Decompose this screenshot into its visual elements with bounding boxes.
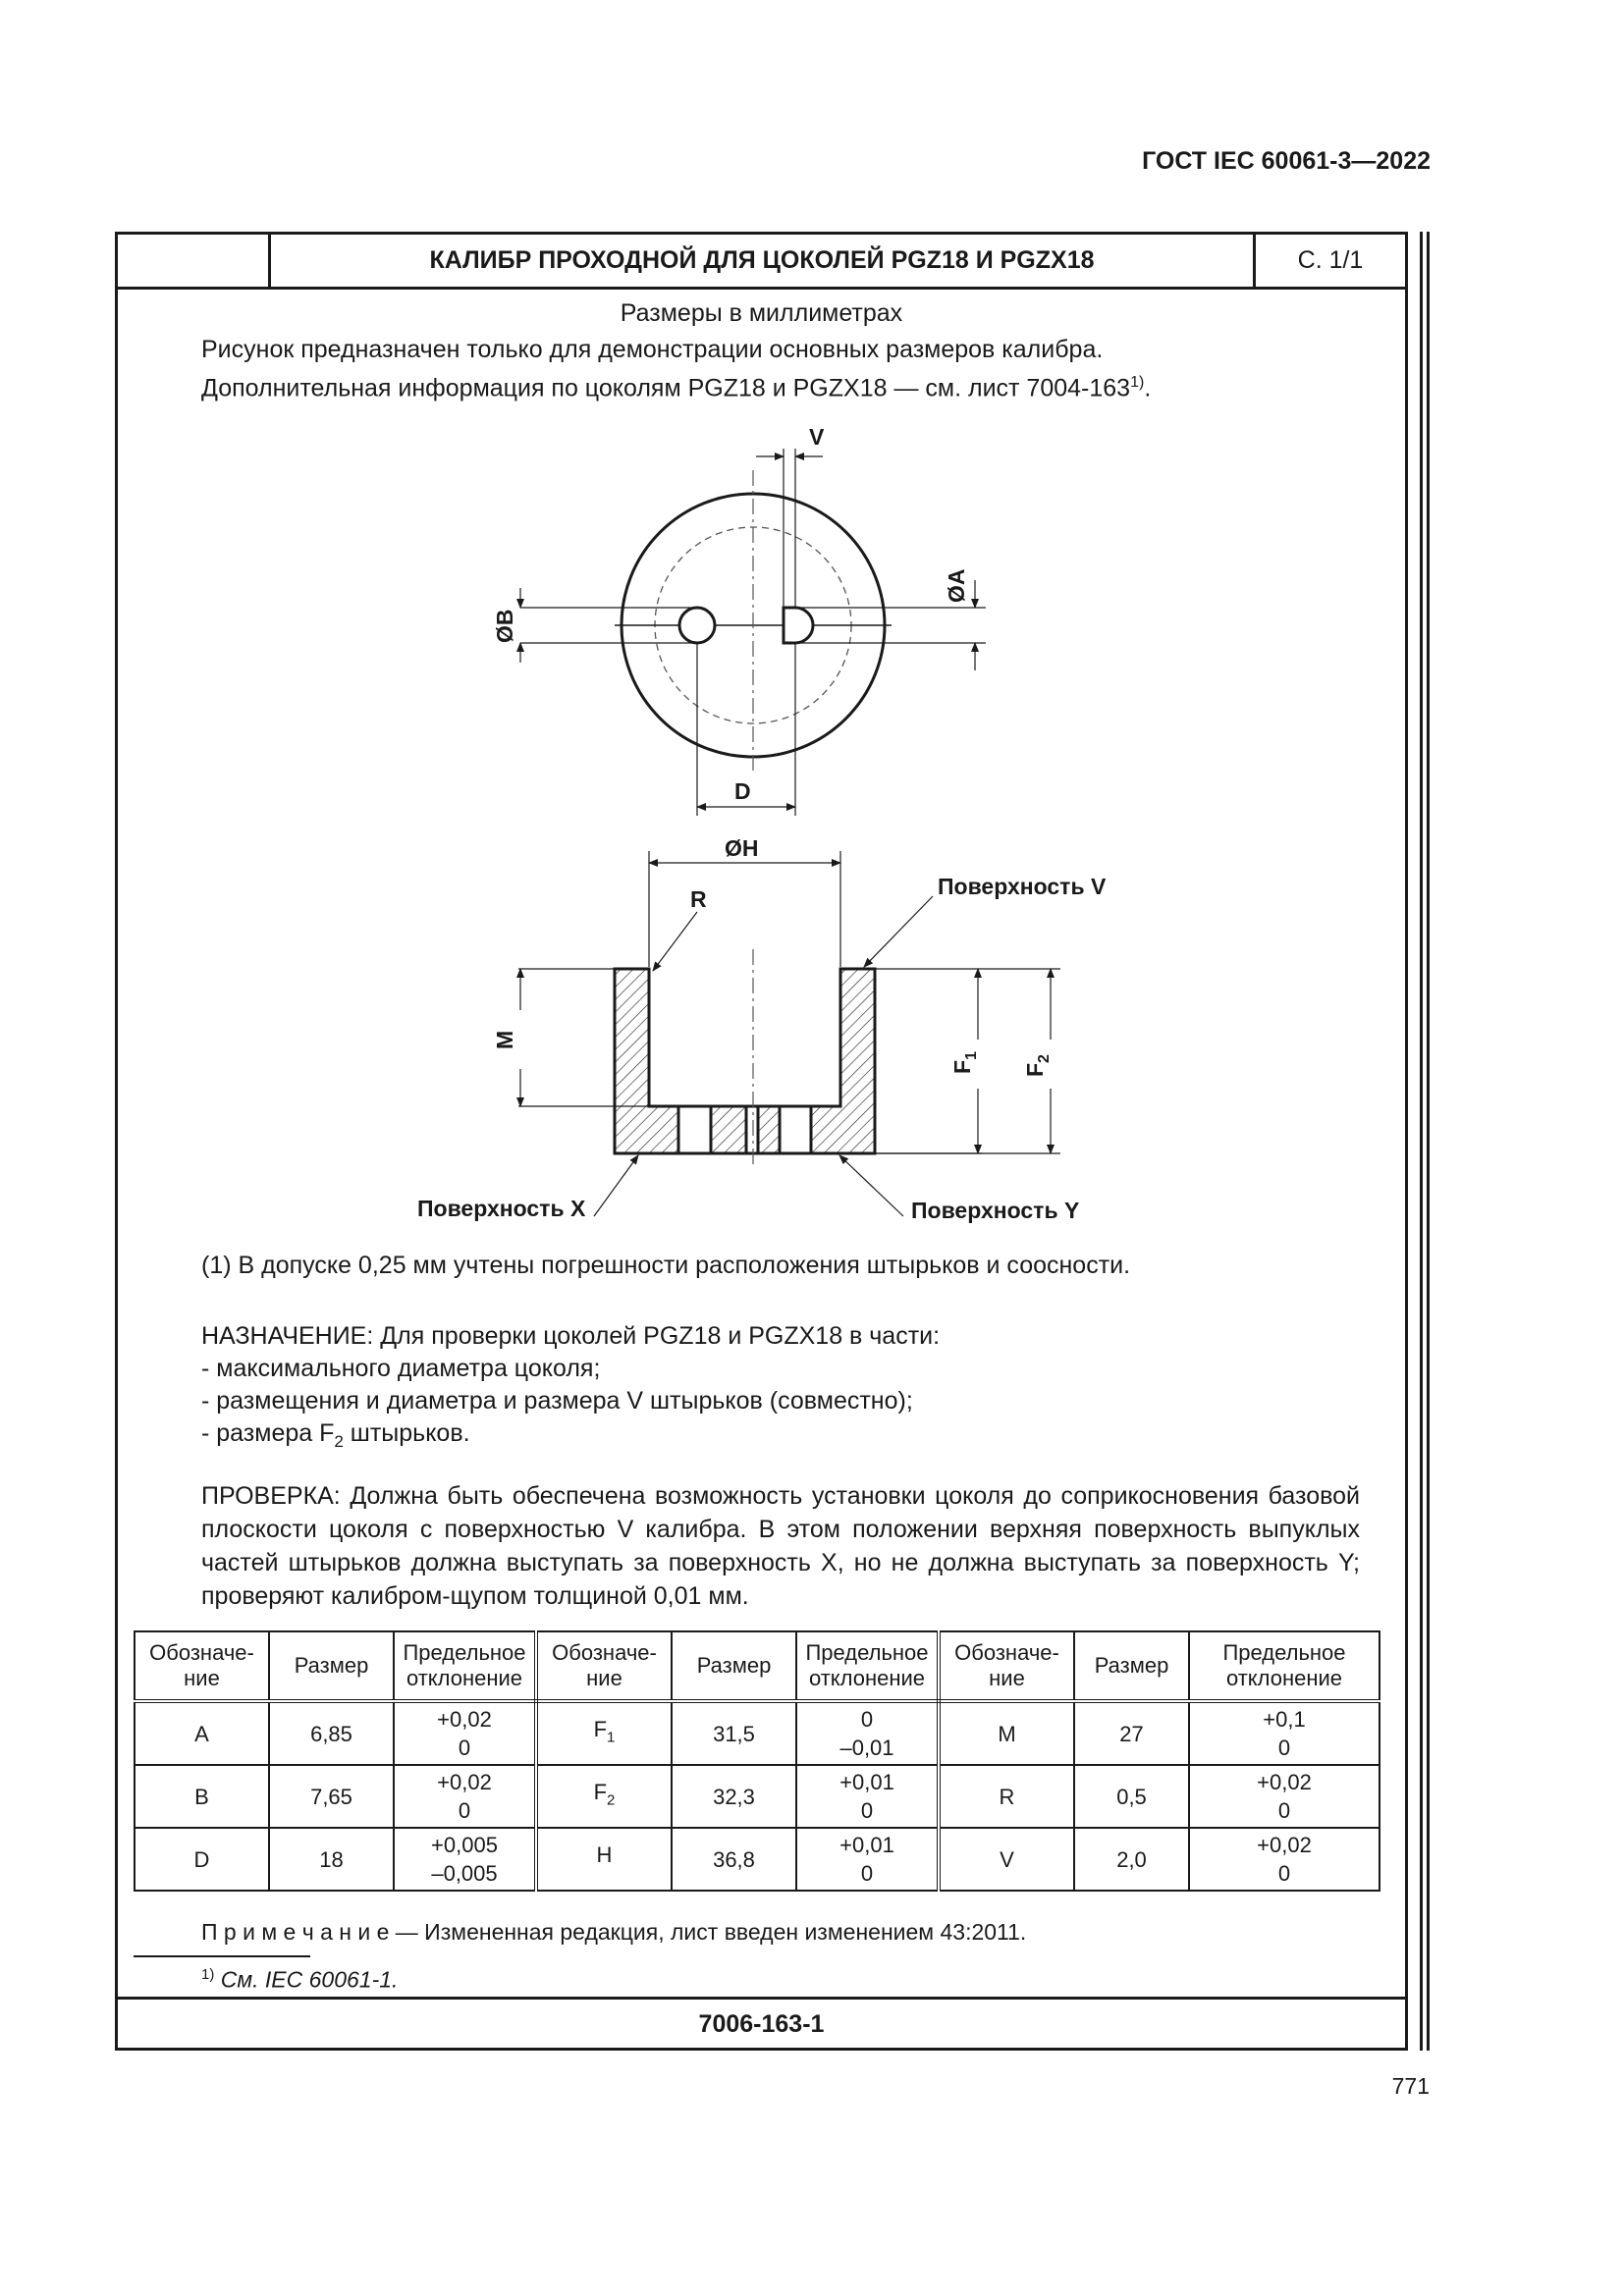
designation-cell: M xyxy=(939,1701,1074,1765)
header-size-1: Размер xyxy=(269,1631,394,1701)
label-surface-x: Поверхность X xyxy=(417,1196,586,1221)
intro-line-2: Дополнительная информация по цоколям PGZ18 и PGZX18 — см. лист 7004-163$^{1)}$. xyxy=(201,374,1152,402)
size-cell: 32,3 xyxy=(672,1765,796,1828)
label-h: ØH xyxy=(725,835,759,861)
header-designation-3: Обозначе-ние xyxy=(939,1631,1074,1701)
frame-side-rules xyxy=(1420,232,1430,2051)
label-surface-y: Поверхность Y xyxy=(911,1198,1080,1223)
designation-cell: V xyxy=(939,1828,1074,1891)
label-f2: $F_2$ xyxy=(1022,1054,1053,1077)
tolerance-cell: +0,01 0 xyxy=(796,1765,939,1828)
header-size-3: Размер xyxy=(1074,1631,1189,1701)
label-r: R xyxy=(690,886,707,912)
designation-cell: $F_1$ xyxy=(536,1701,672,1765)
size-cell: 2,0 xyxy=(1074,1828,1189,1891)
document-code: ГОСТ IEC 60061-3—2022 xyxy=(1142,147,1431,175)
header-size-2: Размер xyxy=(672,1631,796,1701)
tolerance-cell: +0,01 0 xyxy=(796,1828,939,1891)
label-d: D xyxy=(734,778,751,804)
size-cell: 31,5 xyxy=(672,1701,796,1765)
tolerance-cell: 0 –0,01 xyxy=(796,1701,939,1765)
header-designation-2: Обозначе-ние xyxy=(536,1631,672,1701)
header-designation-1: Обозначе-ние xyxy=(135,1631,269,1701)
table-row xyxy=(135,1828,1380,1891)
size-cell: 7,65 xyxy=(269,1765,394,1828)
tolerance-cell: +0,1 0 xyxy=(1189,1701,1380,1765)
label-f1: $F_1$ xyxy=(949,1051,980,1074)
footnote: $^{1)}$ См. IEC 60061-1. xyxy=(201,1966,399,1993)
designation-cell: $F_2$ xyxy=(536,1765,672,1828)
size-cell: 27 xyxy=(1074,1701,1189,1765)
header-tolerance-2: Предельное отклонение xyxy=(796,1631,939,1701)
sheet-frame xyxy=(115,232,1408,2051)
designation-cell: H xyxy=(536,1828,672,1891)
purpose-line-3: - размещения и диаметра и размера V штырьков (совместно); xyxy=(201,1387,913,1415)
dimensions-note: Размеры в миллиметрах xyxy=(620,299,903,327)
label-v: V xyxy=(809,424,825,450)
size-cell: 36,8 xyxy=(672,1828,796,1891)
sheet-code: 7006-163-1 xyxy=(118,1997,1405,2048)
section-view xyxy=(417,835,1107,1223)
purpose-line-2: - максимального диаметра цоколя; xyxy=(201,1355,601,1382)
header-tolerance-3: Предельное отклонение xyxy=(1189,1631,1380,1701)
size-cell: 6,85 xyxy=(269,1701,394,1765)
purpose-block xyxy=(201,1320,940,1458)
size-cell: 18 xyxy=(269,1828,394,1891)
tolerance-cell: +0,005 –0,005 xyxy=(394,1828,536,1891)
purpose-line-4: - размера $F_2$ штырьков. xyxy=(201,1419,470,1451)
label-m: M xyxy=(492,1030,517,1049)
header-tolerance-1: Предельное отклонение xyxy=(394,1631,536,1701)
footnote-ref: 1) xyxy=(1130,374,1145,391)
tolerance-cell: +0,02 0 xyxy=(394,1765,536,1828)
purpose-line-1: НАЗНАЧЕНИЕ: Для проверки цоколей PGZ18 и PGZX18 в части: xyxy=(201,1322,941,1350)
table-row xyxy=(135,1701,1380,1765)
table-row xyxy=(135,1765,1380,1828)
gauge-drawing xyxy=(118,235,1405,1295)
dimensions-table xyxy=(134,1630,1380,1892)
sheet-title: КАЛИБР ПРОХОДНОЙ ДЛЯ ЦОКОЛЕЙ PGZ18 И PGZX18 xyxy=(429,246,1095,274)
designation-cell: A xyxy=(135,1701,269,1765)
designation-cell: R xyxy=(939,1765,1074,1828)
check-text: ПРОВЕРКА: Должна быть обеспечена возможность установки цоколя до соприкосновения базовой плоскости цоколя с поверхностью V калибра. В этом положении верхняя поверхность выпуклых частей штырьков должна выступать за поверхность X, но не должна выступать за поверхность Y; проверяют калибром-щупом толщиной 0,01 мм. xyxy=(201,1482,1360,1610)
table-header-row xyxy=(135,1631,1380,1701)
sheet-number: С. 1/1 xyxy=(1253,235,1405,287)
designation-cell: B xyxy=(135,1765,269,1828)
size-cell: 0,5 xyxy=(1074,1765,1189,1828)
tolerance-cell: +0,02 0 xyxy=(394,1701,536,1765)
tolerance-cell: +0,02 0 xyxy=(1189,1828,1380,1891)
designation-cell: D xyxy=(135,1828,269,1891)
page-number: 771 xyxy=(1391,2073,1430,2099)
change-note: П р и м е ч а н и е — Измененная редакция, лист введен изменением 43:2011. xyxy=(201,1919,1027,1945)
top-view xyxy=(492,424,986,816)
tolerance-note: (1) В допуске 0,25 мм учтены погрешности расположения штырьков и соосности. xyxy=(201,1252,1131,1279)
label-surface-v: Поверхность V xyxy=(938,874,1107,899)
label-a: ØA xyxy=(944,568,969,603)
label-b: ØB xyxy=(492,609,517,643)
intro-line-1: Рисунок предназначен только для демонстрации основных размеров калибра. xyxy=(201,336,1104,363)
tolerance-cell: +0,02 0 xyxy=(1189,1765,1380,1828)
footnote-rule xyxy=(134,1955,310,1957)
